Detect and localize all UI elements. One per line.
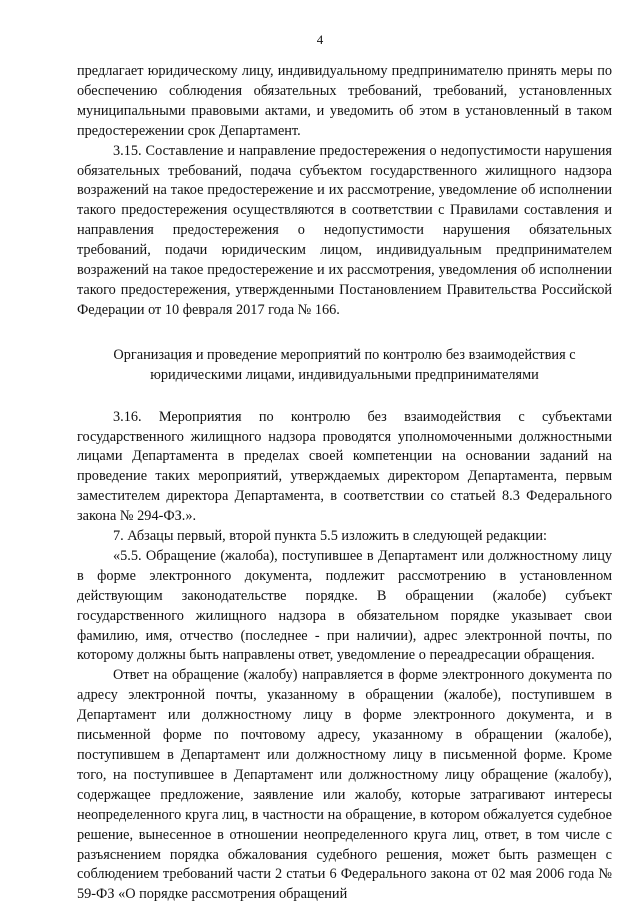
- paragraph-5-5: «5.5. Обращение (жалоба), поступившее в Департамент или должностному лицу в форме электронного документа, подлежит рассмотрению в установленном действующим законодательстве порядке. В обращении (жалобе) субъект государственного жилищного надзора в обязательном порядке указывает свои фамилию, имя, отчество (последнее - при наличии), адрес электронной почты, по которому должны быть направлены ответ, уведомление о переадресации обращения.: [77, 547, 612, 664]
- paragraph-item-7: 7. Абзацы первый, второй пункта 5.5 изложить в следующей редакции:: [113, 528, 547, 545]
- document-body: [77, 62, 612, 905]
- paragraph-continuation: предлагает юридическому лицу, индивидуальному предпринимателю принять меры по обеспечению соблюдения обязательных требований, требований, установленных муниципальными правовыми актами, и уведомить об этом в установленный в таком предостережении срок Департамент.: [77, 63, 612, 139]
- paragraph-response: Ответ на обращение (жалобу) направляется в форме электронного документа по адресу электронной почты, указанному в обращении (жалобе), поступившем в Департамент или должностному лицу в форме электронного документа, и в письменной форме по почтовому адресу, указанному в обращении (жалобе), поступившем в Департамент или должностному лицу в письменной форме. Кроме того, на поступившее в Департамент или должностному лицу обращение (жалобу), содержащее предложение, заявление или жалобу, которые затрагивают интересы неопределенного круга лиц, в частности на обращение, в котором обжалуется судебное решение, вынесенное в отношении неопределенного круга лиц, ответ, в том числе с разъяснением порядка обжалования судебного решения, может быть размещен с соблюдением требований части 2 статьи 6 Федерального закона от 02 мая 2006 года № 59-ФЗ «О порядке рассмотрения обращений: [77, 667, 612, 903]
- section-heading: Организация и проведение мероприятий по контролю без взаимодействия с юридическими лицами, индивидуальными предпринимателями: [113, 346, 576, 383]
- page-number: 4: [316, 32, 324, 47]
- paragraph-3-16: 3.16. Мероприятия по контролю без взаимодействия с субъектами государственного жилищного надзора проводятся уполномоченными должностными лицами Департамента в пределах своей компетенции на основании заданий на проведение таких мероприятий, утверждаемых директором Департамента, первым заместителем директора Департамента, в соответствии со статьей 8.3 Федерального закона № 294-ФЗ.».: [77, 408, 612, 525]
- paragraph-3-15: 3.15. Составление и направление предостережения о недопустимости нарушения обязательных требований, подача субъектом государственного жилищного надзора возражений на такое предостережение и их рассмотрение, уведомление об исполнении такого предостережения осуществляются в соответствии с Правилами составления и направления предостережения о недопустимости нарушения обязательных требований, подачи юридическим лицом, индивидуальным предпринимателем возражений на такое предостережение и их рассмотрения, уведомления об исполнении такого предостережения, утвержденными Постановлением Правительства Российской Федерации от 10 февраля 2017 года № 166.: [77, 142, 612, 318]
